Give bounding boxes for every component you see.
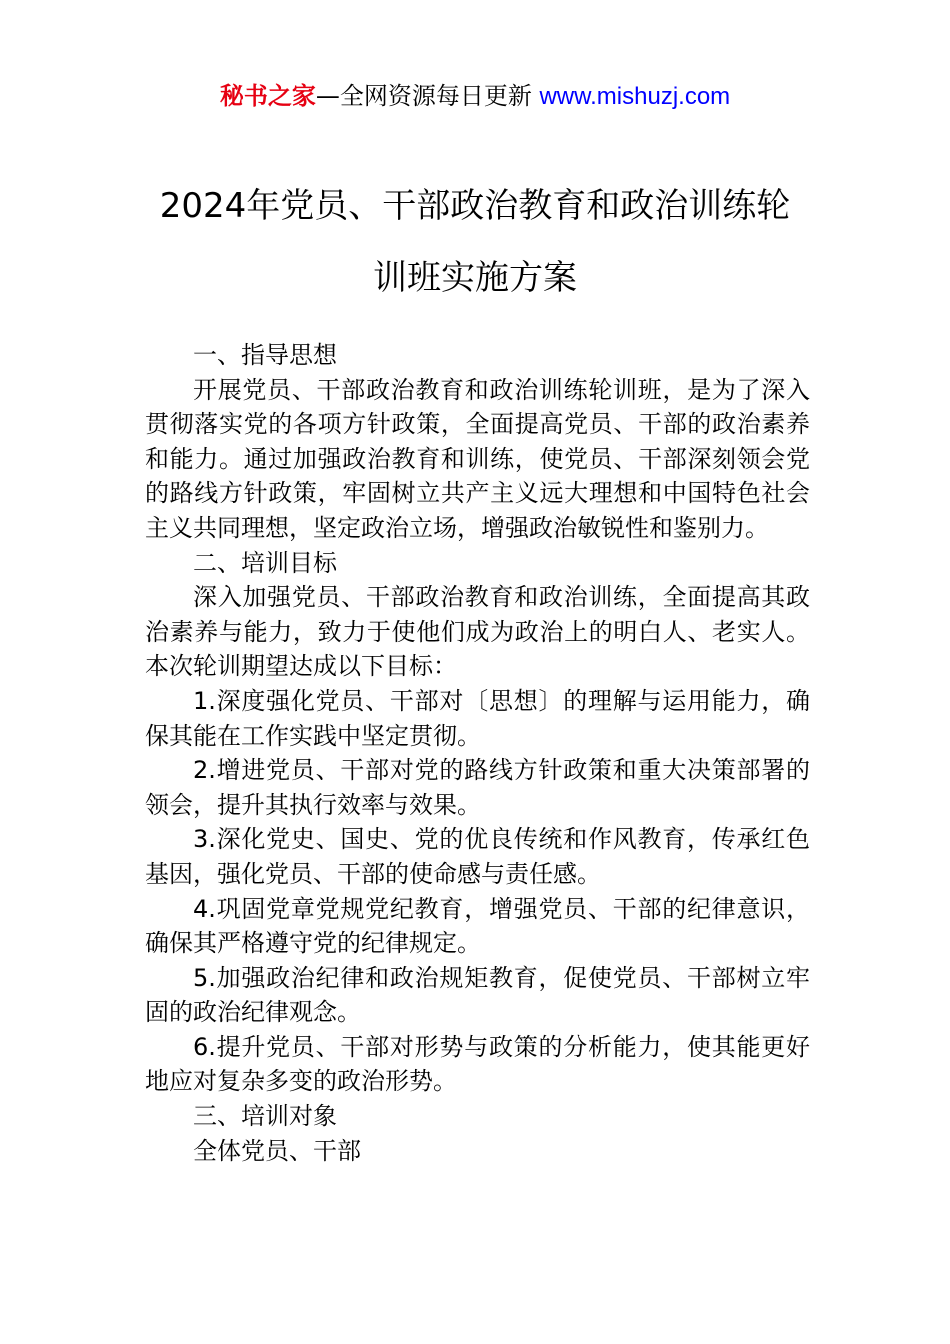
site-url-link[interactable]: www.mishuzj.com [539, 83, 731, 110]
header-tagline: —全网资源每日更新 [315, 82, 540, 110]
goal-item-6: 6.提升党员、干部对形势与政策的分析能力，使其能更好地应对复杂多变的政治形势。 [145, 1032, 810, 1096]
goal-item-1: 1.深度强化党员、干部对〔思想〕的理解与运用能力，确保其能在工作实践中坚定贯彻。 [145, 686, 810, 750]
section-heading-guiding-ideology: 一、指导思想 [193, 341, 337, 369]
document-body [145, 338, 810, 1168]
section-heading-training-goals: 二、培训目标 [193, 548, 337, 577]
goal-item-3: 3.深化党史、国史、党的优良传统和作风教育，传承红色基因，强化党员、干部的使命感与责任感。 [145, 825, 810, 888]
document-title [100, 170, 850, 314]
section-heading-training-targets: 三、培训对象 [193, 1102, 337, 1131]
title-line-2: 训班实施方案 [373, 258, 577, 298]
goal-item-4: 4.巩固党章党规党纪教育，增强党员、干部的纪律意识，确保其严格遵守党的纪律规定。 [145, 894, 810, 958]
paragraph-guiding-ideology: 开展党员、干部政治教育和政治训练轮训班，是为了深入贯彻落实党的各项方针政策，全面提高党员、干部的政治素养和能力。通过加强政治教育和训练，使党员、干部深刻领会党的路线方针政策，牢固树立共产主义远大理想和中国特色社会主义共同理想，坚定政治立场，增强政治敏锐性和鉴别力。 [145, 375, 810, 542]
brand-name: 秘书之家 [219, 82, 316, 110]
paragraph-training-targets: 全体党员、干部 [193, 1136, 361, 1165]
paragraph-training-goals: 深入加强党员、干部政治教育和政治训练，全面提高其政治素养与能力，致力于使他们成为政治上的明白人、老实人。本次轮训期望达成以下目标： [145, 583, 810, 681]
goal-item-5: 5.加强政治纪律和政治规矩教育，促使党员、干部树立牢固的政治纪律观念。 [145, 963, 810, 1027]
title-line-1: 2024年党员、干部政治教育和政治训练轮 [159, 186, 791, 226]
goal-item-2: 2.增进党员、干部对党的路线方针政策和重大决策部署的领会，提升其执行效率与效果。 [145, 756, 810, 819]
site-header [0, 80, 950, 113]
